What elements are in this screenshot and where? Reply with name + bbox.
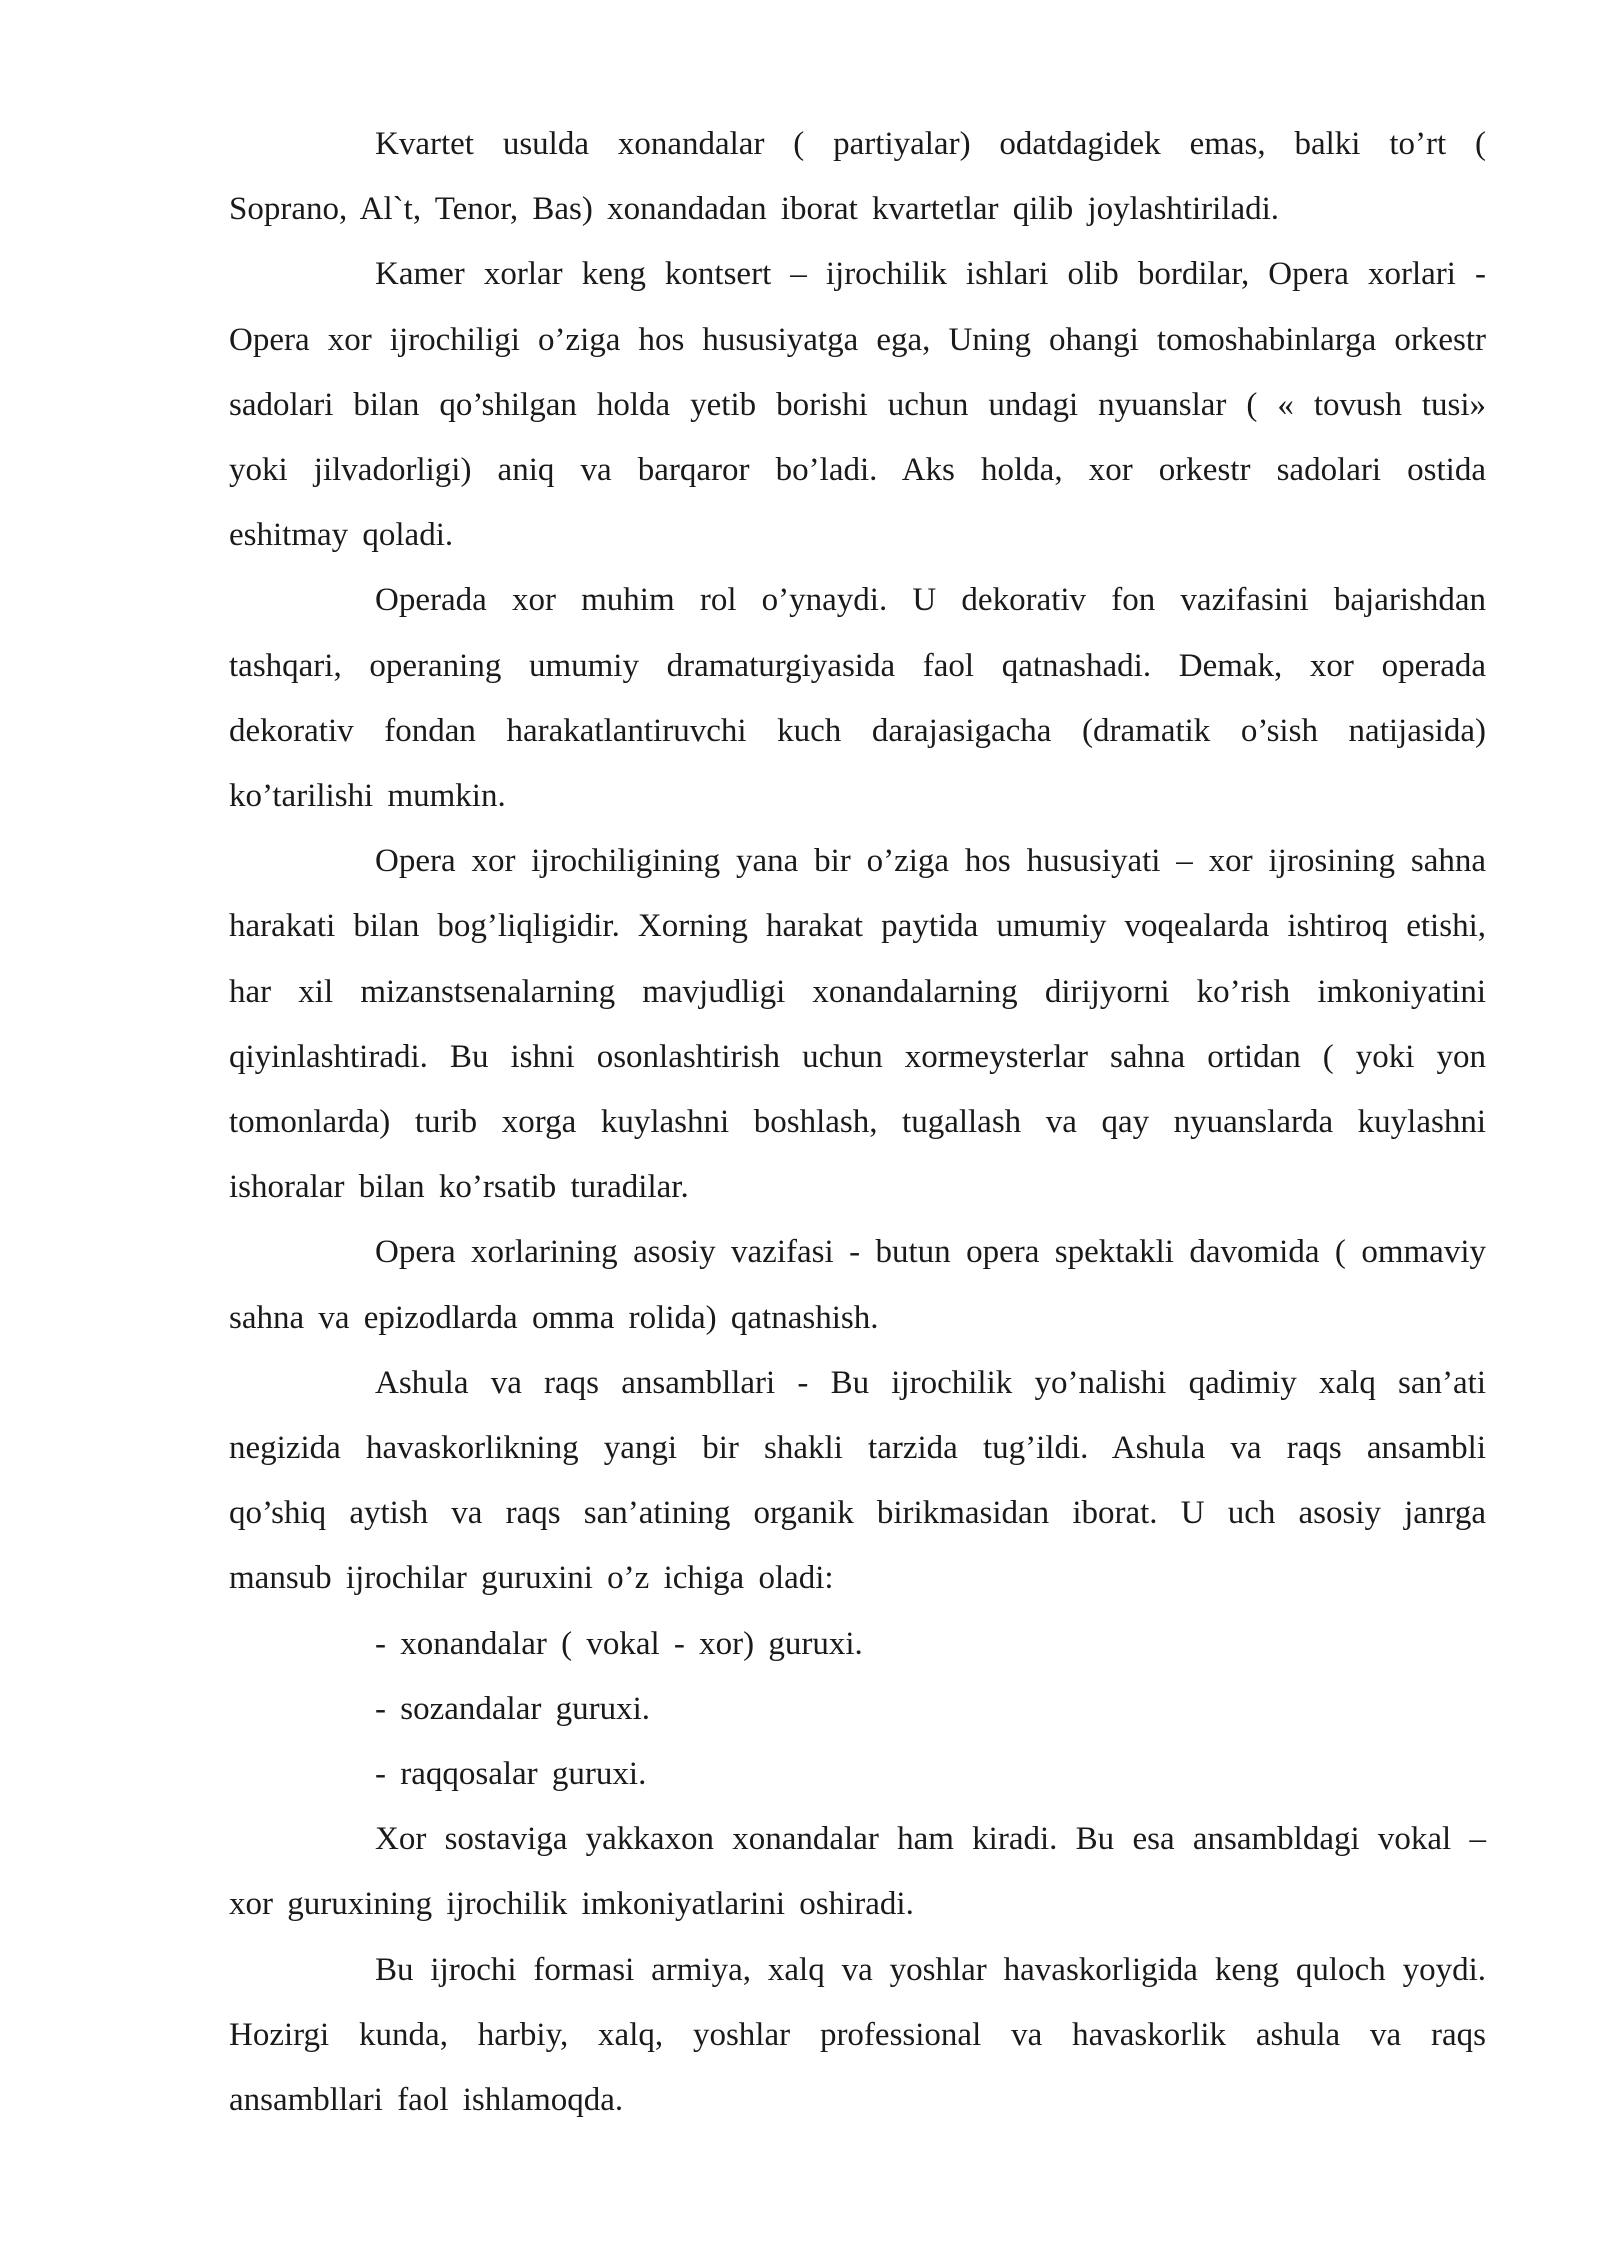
paragraph-kvartet: Kvartet usulda xonandalar ( partiyalar) odatdagidek emas, balki to’rt ( Soprano, Al`t, Tenor, Bas) xonandadan iborat kvartetlar qilib joylashtiriladi. (229, 126, 1486, 228)
paragraph-kamer-xorlar: Kamer xorlar keng kontsert – ijrochilik ishlari olib bordilar, Opera xorlari - Opera xor ijrochiligi o’ziga hos hususiyatga ega, Uning ohangi tomoshabinlarga orkestr sadolari bilan qo’shilgan holda yetib borishi uchun undagi nyuanslar ( « tovush tusi» yoki jilvadorligi) aniq va barqaror bo’ladi. Aks holda, xor orkestr sadolari ostida eshitmay qoladi. (229, 256, 1486, 554)
paragraph-opera-xorlari-vazifasi: Opera xorlarining asosiy vazifasi - butun opera spektakli davomida ( ommaviy sahna va epizodlarda omma rolida) qatnashish. (229, 1234, 1486, 1336)
list-item-xonandalar: - xonandalar ( vokal - xor) guruxi. (375, 1625, 863, 1662)
list-item-sozandalar: - sozandalar guruxi. (375, 1690, 650, 1727)
paragraph-ijrochi-formasi: Bu ijrochi formasi armiya, xalq va yoshlar havaskorligida keng quloch yoydi. Hozirgi kunda, harbiy, xalq, yoshlar professional va havaskorlik ashula va raqs ansambllari faol ishlamoqda. (229, 1951, 1486, 2119)
paragraph-ashula-raqs: Ashula va raqs ansambllari - Bu ijrochilik yo’nalishi qadimiy xalq san’ati negizida havaskorlikning yangi bir shakli tarzida tug’ildi. Ashula va raqs ansambli qo’shiq aytish va raqs san’atining organik birikmasidan iborat. U uch asosiy janrga mansub ijrochilar guruxini o’z ichiga oladi: (229, 1364, 1486, 1597)
paragraph-opera-xor-ijrochiligi: Opera xor ijrochiligining yana bir o’ziga hos hususiyati – xor ijrosining sahna harakati bilan bog’liqligidir. Xorning harakat paytida umumiy voqealarda ishtiroq etishi, har xil mizanstsenalarning mavjudligi xonandalarning dirijyorni ko’rish imkoniyatini qiyinlashtiradi. Bu ishni osonlashtirish uchun xormeysterlar sahna ortidan ( yoki yon tomonlarda) turib xorga kuylashni boshlash, tugallash va qay nyuanslarda kuylashni ishoralar bilan ko’rsatib turadilar. (229, 843, 1486, 1206)
list-item-raqqosalar: - raqqosalar guruxi. (375, 1756, 647, 1793)
document-page (229, 112, 1486, 2133)
paragraph-xor-sostavi: Xor sostaviga yakkaxon xonandalar ham kiradi. Bu esa ansambldagi vokal – xor guruxining ijrochilik imkoniyatlarini oshiradi. (229, 1821, 1486, 1923)
paragraph-operada-xor: Operada xor muhim rol o’ynaydi. U dekorativ fon vazifasini bajarishdan tashqari, operaning umumiy dramaturgiyasida faol qatnashadi. Demak, xor operada dekorativ fondan harakatlantiruvchi kuch darajasigacha (dramatik o’sish natijasida) ko’tarilishi mumkin. (229, 582, 1486, 815)
